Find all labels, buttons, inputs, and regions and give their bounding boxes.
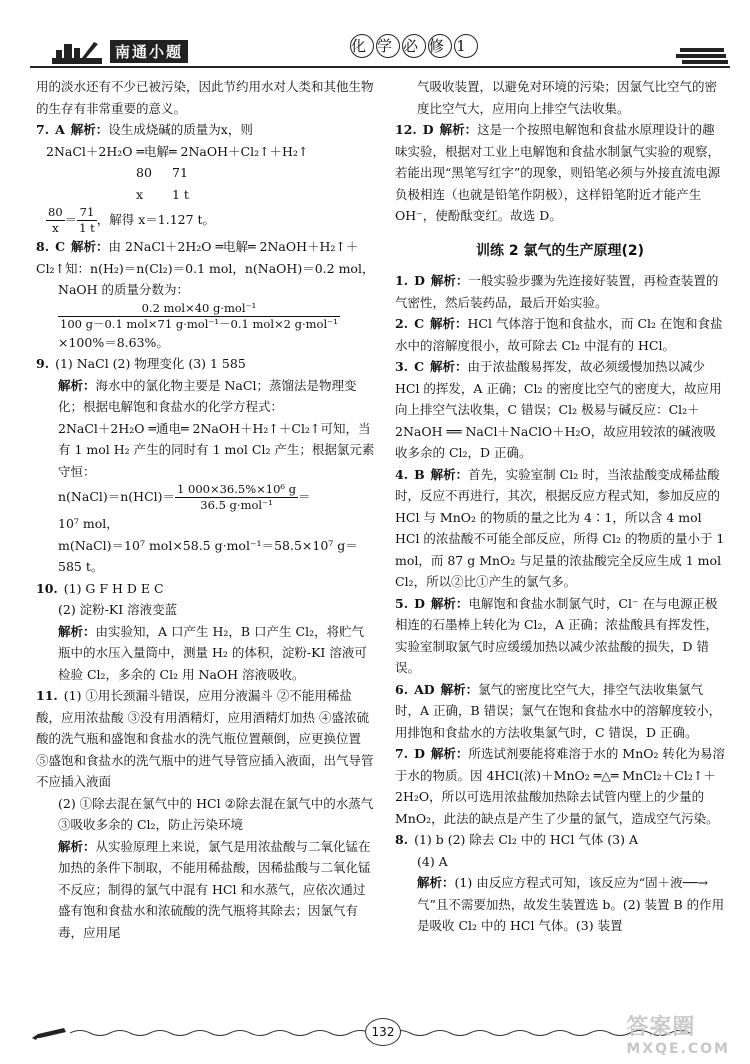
question-12 <box>395 119 725 227</box>
question-number: 5. <box>395 595 409 611</box>
page-header <box>30 30 730 74</box>
analysis-text: 从实验原理上来说，氯气是用浓盐酸与二氧化锰在加热的条件下制取，不能用稀盐酸，因稀盐酸与二氧化锰不反应；制得的氯气中混有 HCl 和水蒸气，应依次通过盛有饱和食盐水和浓硫酸的洗气瓶将其除去；因氯气有毒，应用尾 <box>58 838 371 940</box>
page-number: 132 <box>365 1018 401 1046</box>
numerator: 0.2 mol×40 g·mol⁻¹ <box>58 301 340 317</box>
value: 80 <box>136 165 152 180</box>
analysis-label: 解析： <box>430 359 468 374</box>
item-6 <box>395 679 725 744</box>
value: 71 <box>172 165 188 180</box>
page-footer <box>30 1018 730 1048</box>
answer: (4) A <box>417 853 448 869</box>
analysis-label: 解析： <box>430 746 469 761</box>
item-1 <box>395 270 725 313</box>
answer: D <box>414 273 425 288</box>
answer: D <box>414 746 425 761</box>
analysis-text: 由实验知，A 口产生 H₂，B 口产生 Cl₂，将贮气瓶中的水压入量筒中，测量 H₂ 的体积，淀粉-KI 溶液可检验 Cl₂，多余的 Cl₂ 用 NaOH 溶液吸收。 <box>58 623 367 682</box>
title-char: 1 <box>454 34 478 58</box>
analysis-text: 海水中的氯化物主要是 NaCl；蒸馏法是物理变化；根据电解饱和食盐水的化学方程式： <box>58 377 357 414</box>
result-text: ×100%＝8.63%。 <box>58 334 169 350</box>
equation-row <box>36 162 376 184</box>
question-number: 1. <box>395 273 409 288</box>
answer: C <box>414 359 425 374</box>
question-11 <box>36 685 376 943</box>
question-number: 3. <box>395 359 409 374</box>
answer: D <box>422 122 434 137</box>
answer: (2) ①除去混在氯气中的 HCl ②除去混在氯气中的水蒸气 ③吸收多余的 Cl₂，防止污染环境 <box>58 795 374 832</box>
answer: AD <box>414 681 435 697</box>
analysis-label: 解析： <box>58 623 96 639</box>
books-icon <box>50 38 106 66</box>
brand-label: 南通小题 <box>110 40 188 63</box>
denominator: 100 g－0.1 mol×71 g·mol⁻¹－0.1 mol×2 g·mol⁻¹ <box>60 316 338 331</box>
analysis-text: (1) 由反应方程式可知，该反应为“固＋液──→气”且不需要加热，故发生装置选 b。(2) 装置 B 的作用是吸收 Cl₂ 中的 HCl 气体。(3) 装置 <box>417 875 725 933</box>
analysis-text: 由于浓盐酸易挥发，故必须缓慢加热以减少 HCl 的挥发，A 正确；Cl₂ 的密度比空气的密度大，故应用向上排空气法收集，C 错误；Cl₂ 极易与碱反应：Cl₂＋2NaOH ══ NaCl＋NaClO＋H₂O，故应用较浓的碱液吸收多余的 Cl₂，D 正确。 <box>395 359 722 460</box>
analysis-text: 设生成烧碱的质量为x，则 <box>108 122 253 137</box>
equation-line: 10⁷ mol， <box>58 516 119 531</box>
analysis-text: 这是一个按照电解饱和食盐水原理设计的趣味实验，根据对工业上电解饱和食盐水制氯气实验的观察，若能出现“黑笔写红字”的现象，则铅笔必须与外接直流电源负极相连（也就是铅笔作阴极），这样铅笔附近才能产生 OH⁻，使酚酞变红。故选 D。 <box>395 122 721 223</box>
question-number: 8. <box>36 239 50 254</box>
title-char: 化 <box>350 34 374 58</box>
analysis-text: 所选试剂要能将难溶于水的 MnO₂ 转化为易溶于水的物质。因 4HCl(浓)＋MnO₂ ═△═ MnCl₂＋Cl₂↑＋2H₂O，所以可选用浓盐酸加热除去试管内壁上的少量的 MnO₂，此法的缺点是产生了少量的氯气，造成空气污染。 <box>395 746 725 826</box>
answer: A <box>55 122 65 137</box>
analysis <box>36 836 376 944</box>
analysis-label: 解析： <box>439 122 478 137</box>
equation: 2NaCl＋2H₂O ═电解═ 2NaOH＋Cl₂↑＋H₂↑ <box>46 143 309 159</box>
fraction <box>46 205 65 236</box>
conservation-equation <box>36 482 376 513</box>
denominator: 1 t <box>79 221 95 235</box>
analysis-label: 解析： <box>70 122 109 137</box>
analysis-line: NaOH 的质量分数为： <box>58 282 190 297</box>
numerator: 80 <box>48 205 63 219</box>
item-4 <box>395 464 725 593</box>
question-10 <box>36 578 376 686</box>
title-char: 修 <box>428 34 452 58</box>
question-number: 7. <box>395 746 409 761</box>
watermark-url: MXQE.COM <box>626 1041 730 1057</box>
analysis-label: 解析： <box>430 595 469 611</box>
item-3 <box>395 356 725 464</box>
eq-right: ＝ <box>298 489 311 504</box>
item-2 <box>395 313 725 356</box>
analysis-text: 由 2NaCl＋2H₂O ═电解═ 2NaOH＋H₂↑＋Cl₂↑知：n(H₂)＝n(Cl₂)＝0.1 mol，n(NaOH)＝0.2 mol， <box>36 239 375 276</box>
question-number: 11. <box>36 688 58 703</box>
header-rule <box>30 66 730 68</box>
answer: (1) ①用长颈漏斗错误，应用分液漏斗 ②不能用稀盐酸，应用浓盐酸 ③没有用酒精灯，应用酒精灯加热 ④盛浓硫酸的洗气瓶和盛饱和食盐水的洗气瓶位置颠倒，应更换位置 ⑤盛饱和食盐水的洗气瓶中的进气导管应插入液面，出气导管不应插入液面 <box>36 688 374 789</box>
analysis-text: HCl 气体溶于饱和食盐水，而 Cl₂ 在饱和食盐水中的溶解度很小，故可除去 Cl₂ 中混有的 HCl。 <box>395 316 723 353</box>
question-number: 6. <box>395 681 409 697</box>
analysis-label: 解析： <box>430 316 468 331</box>
analysis-label: 解析： <box>440 681 479 697</box>
equation-line: m(NaCl)＝10⁷ mol×58.5 g·mol⁻¹＝58.5×10⁷ g＝585 t。 <box>58 537 358 574</box>
answer: C <box>414 316 425 331</box>
analysis-label: 解析： <box>58 838 96 854</box>
answer: (2) 淀粉-KI 溶液变蓝 <box>58 602 178 617</box>
equation-row <box>36 184 376 206</box>
continued-paragraph: 气吸收装置，以避免对环境的污染；因氯气比空气的密度比空气大，应用向上排空气法收集。 <box>417 79 718 116</box>
watermark <box>626 1010 730 1057</box>
question-number: 8. <box>395 832 409 847</box>
right-column <box>395 76 725 937</box>
value: x <box>136 186 144 202</box>
analysis-label: 解析： <box>58 377 96 393</box>
question-number: 12. <box>395 122 417 137</box>
books-stack-icon <box>674 46 730 66</box>
answer: (1) G F H D E C <box>63 580 164 596</box>
analysis-label: 解析： <box>417 875 455 890</box>
fraction <box>175 482 298 513</box>
answer: D <box>414 595 425 611</box>
question-8 <box>36 236 376 353</box>
continued-paragraph: 用的淡水还有不少已被污染，因此节约用水对人类和其他生物的生存有非常重要的意义。 <box>36 79 374 116</box>
question-number: 4. <box>395 466 409 482</box>
question-7 <box>36 119 376 236</box>
analysis <box>395 872 725 937</box>
question-9 <box>36 353 376 578</box>
answer: (1) NaCl (2) 物理变化 (3) 1 585 <box>55 356 246 371</box>
numerator: 71 <box>77 205 97 221</box>
analysis <box>36 375 376 418</box>
question-number: 9. <box>36 356 50 371</box>
item-5 <box>395 593 725 679</box>
analysis-label: 解析： <box>71 239 109 254</box>
proportion: $\frac{80}{x}$ ＝ $\frac{71}{1 t}$ ，解得 x＝1.127 t。 <box>48 205 216 235</box>
title-char: 必 <box>402 34 426 58</box>
mass-fraction <box>36 301 376 354</box>
denominator: x <box>52 221 59 235</box>
analysis-label: 解析： <box>430 466 469 482</box>
question-number: 2. <box>395 316 409 331</box>
fraction <box>58 301 340 332</box>
analysis-text: 电解饱和食盐水制氯气时，Cl⁻ 在与电源正极相连的石墨棒上转化为 Cl₂，A 正确；浓盐酸具有挥发性，实验室制取氯气时应缓缓加热以减少浓盐酸的损失，D 错误。 <box>395 595 719 675</box>
left-column <box>36 76 376 943</box>
title-char: 学 <box>376 34 400 58</box>
denominator: 36.5 g·mol⁻¹ <box>200 498 273 512</box>
eq-left: n(NaCl)＝n(HCl)＝ <box>58 489 176 504</box>
numerator: 1 000×36.5%×10⁶ g <box>177 482 297 496</box>
analysis-text: 首先，实验室制 Cl₂ 时，当浓盐酸变成稀盐酸时，反应不再进行，其次，根据反应方程式知，参加反应的 HCl 与 MnO₂ 的物质的量之比为 4∶1，所以含 4 mol HCl 的浓盐酸不可能全部反应，所得 Cl₂ 的物质的量小于 1 mol，而 87 g MnO₂ 与足量的浓盐酸完全反应生成 1 mol Cl₂，所以②比①产生的氯气多。 <box>395 466 725 589</box>
answer: B <box>414 466 425 482</box>
answer: C <box>55 239 66 254</box>
value: 1 t <box>172 186 189 202</box>
section-title: 训练 2 氯气的生产原理(2) <box>475 242 645 259</box>
fraction <box>77 205 97 236</box>
item-7 <box>395 743 725 829</box>
pen-icon <box>30 1024 68 1042</box>
book-title <box>350 34 480 58</box>
question-number: 7. <box>36 122 50 137</box>
answer: (1) b (2) 除去 Cl₂ 中的 HCl 气体 (3) A <box>414 832 639 847</box>
equation: 2NaCl＋2H₂O ═通电═ 2NaOH＋H₂↑＋Cl₂↑可知，当有 1 mol H₂ 产生的同时有 1 mol Cl₂ 产生；根据氯元素守恒： <box>58 420 375 479</box>
watermark-brand: 答案圈 <box>626 1015 696 1040</box>
question-number: 10. <box>36 580 58 596</box>
analysis <box>36 621 376 686</box>
analysis-label: 解析： <box>430 273 469 288</box>
analysis-text: 一般实验步骤为先连接好装置，再检查装置的气密性，然后装药品，最后开始实验。 <box>395 273 719 310</box>
item-8 <box>395 829 725 937</box>
result-text: ，解得 x＝1.127 t。 <box>96 212 216 227</box>
analysis-text: 氯气的密度比空气大，排空气法收集氯气时，A 正确，B 错误；氯气在饱和食盐水中的溶解度较小，用排饱和食盐水的方法收集氯气时，C 错误，D 正确。 <box>395 681 722 740</box>
